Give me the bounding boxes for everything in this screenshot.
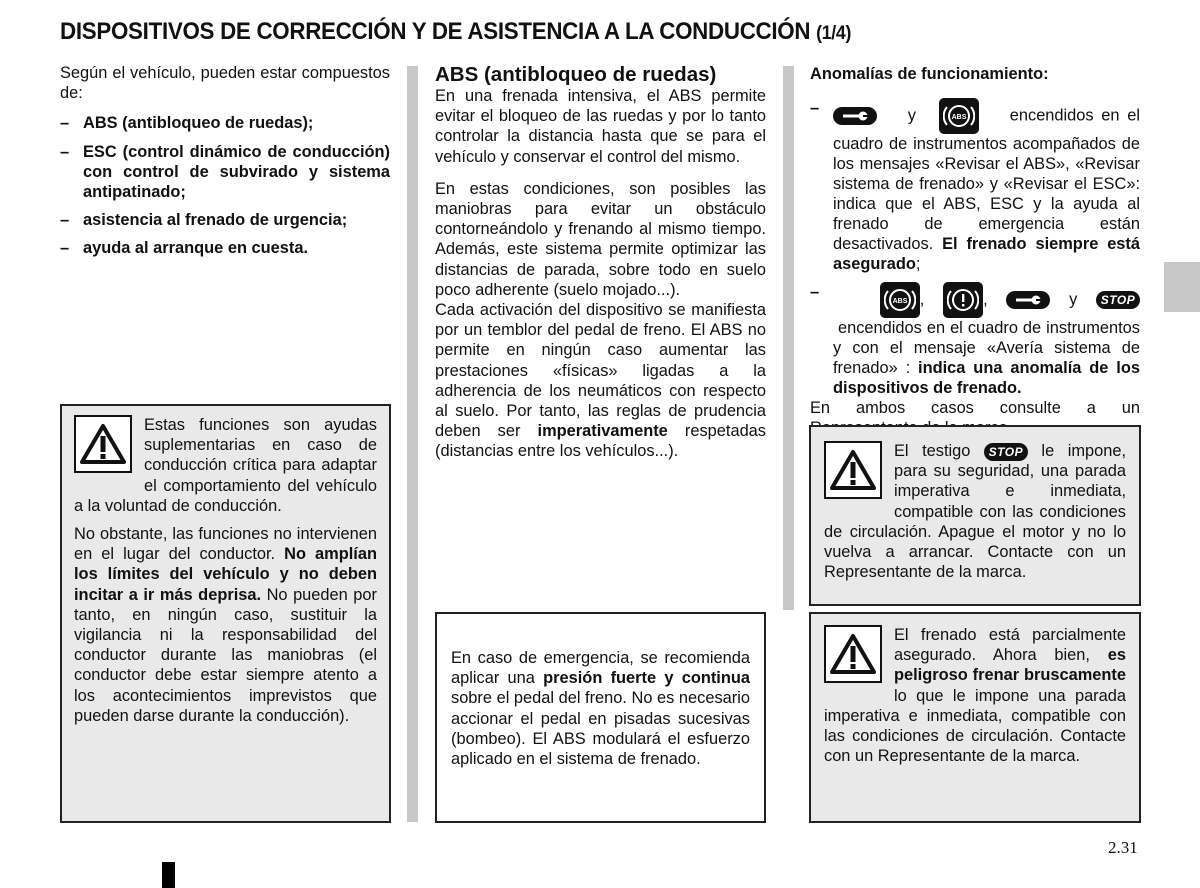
column-separator	[783, 66, 794, 610]
warning-box-driver-aids	[60, 404, 391, 823]
abs-text-1: En una frenada intensiva, el ABS permite evitar el bloqueo de las ruedas y por lo tanto controlar la distancia hasta que se para el vehículo y conservar el control del mismo.	[435, 87, 766, 166]
list-item-text: asistencia al frenado de urgencia;	[83, 211, 348, 230]
malfunction-item-1: – y ABS encendidos en el cuadro de instrumentos acompañados de los mensajes «Revisar el ABS», «Revisar sistema de frenado» y «Revisar el ESC»: indica que el ABS, ESC y la ayuda al frenado de emergencia están desactivados. El frenado siempre está asegurado;	[810, 99, 1140, 274]
abs-heading: ABS (antibloqueo de ruedas)	[435, 63, 717, 86]
malfunction-closing: En ambos casos consulte a un	[810, 399, 1140, 418]
list-item-text: ayuda al arranque en cuesta.	[83, 239, 309, 258]
list-item: – ABS (antibloqueo de ruedas);	[60, 114, 314, 133]
column-intro	[60, 63, 390, 267]
warning-triangle-icon	[824, 625, 882, 683]
abs-warning-icon	[880, 282, 920, 318]
warning-box-braking: El frenado está parcialmente asegurado. Ahora bien, es peligroso frenar bruscamente lo que le impone una parada imperativa e inmediata, compatible con las condiciones de circulación. Contacte con un Representante de la marca.	[809, 612, 1141, 823]
warning-box-stop: El testigo STOP le impone, para su seguridad, una parada imperativa e inmediata, compatible con las condiciones de circulación. Apague el motor y no lo vuelva a arrancar. Contacte con un Representante de la marca.	[809, 425, 1141, 606]
abs-warning-icon	[939, 98, 979, 134]
svg-text:ABS: ABS	[951, 114, 967, 122]
section-tab	[1164, 262, 1200, 312]
stop-icon: STOP	[1096, 291, 1140, 309]
column-malfunctions	[810, 64, 1140, 439]
wrench-icon	[833, 107, 877, 125]
abs-text-3: Cada activación del dispositivo se manifiesta por un temblor del pedal de freno. El ABS no permite en ningún caso aumentar las prestaciones «físicas» ligadas a la adherencia de los neumáticos con respecto al suelo. Por tanto, las reglas de prudencia deben ser imperativamente respetadas (distancias entre los vehículos...).	[435, 301, 766, 461]
column-separator	[407, 66, 418, 822]
warning-triangle-icon	[74, 415, 132, 473]
list-item: – ayuda al arranque en cuesta.	[60, 239, 309, 258]
list-item: – asistencia al frenado de urgencia;	[60, 211, 348, 230]
list-item-text: ESC (control dinámico de conducción) con control de subvirado y sistema antipatinado;	[83, 142, 390, 202]
intro-text: Según el vehículo, pueden estar compuestos de:	[60, 64, 390, 103]
page-number: 2.31	[1108, 838, 1138, 857]
warning-text-1: Estas funciones son ayudas suplementarias en caso de conducción crítica para adaptar el comportamiento del vehículo a la voluntad de conducción.	[74, 416, 377, 515]
malfunction-item-2: – ABS , , y STOP encendidos en el cuadro de instrumentos y con el mensaje «Avería sistema de frenado» : indica una anomalía de los dispositivos de frenado.	[810, 283, 1140, 398]
svg-text:ABS: ABS	[892, 298, 908, 306]
warning-triangle-icon	[824, 441, 882, 499]
warning-text-2: No obstante, las funciones no intervienen en el lugar del conductor. No amplían los límites del vehículo y no deben incitar a ir más deprisa. No pueden por tanto, en ningún caso, sustituir la vigilancia ni la responsabilidad del conductor durante las maniobras (el conductor debe estar siempre atento a los acontecimientos imprevistos que pueden darse durante la conducción).	[74, 525, 377, 725]
malfunction-heading: Anomalías de funcionamiento:	[810, 65, 1049, 83]
column-abs	[435, 64, 766, 470]
list-item: – ESC (control dinámico de conducción) con control de subvirado y sistema antipatinado;	[60, 142, 390, 202]
emergency-box: En caso de emergencia, se recomienda aplicar una presión fuerte y continua sobre el pedal del freno. No es necesario accionar el pedal en pisadas sucesivas (bombeo). El ABS modulará el esfuerzo aplicado en el sistema de frenado.	[435, 612, 766, 823]
page-title	[60, 18, 851, 46]
brake-warning-icon	[943, 282, 983, 318]
page-title-text: DISPOSITIVOS DE CORRECCIÓN Y DE ASISTENCIA A LA CONDUCCIÓN	[60, 18, 811, 45]
abs-text-2: En estas condiciones, son posibles las maniobras para evitar un obstáculo contorneándolo y frenando al mismo tiempo. Además, este sistema permite optimizar las distancias de parada, sobre todo en suelo poco adherente (suelo mojado...).	[435, 179, 766, 299]
page-part: (1/4)	[816, 23, 852, 44]
stop-icon: STOP	[984, 443, 1028, 461]
list-item-text: ABS (antibloqueo de ruedas);	[83, 114, 314, 133]
wrench-icon	[1006, 291, 1050, 309]
print-mark	[162, 862, 175, 888]
